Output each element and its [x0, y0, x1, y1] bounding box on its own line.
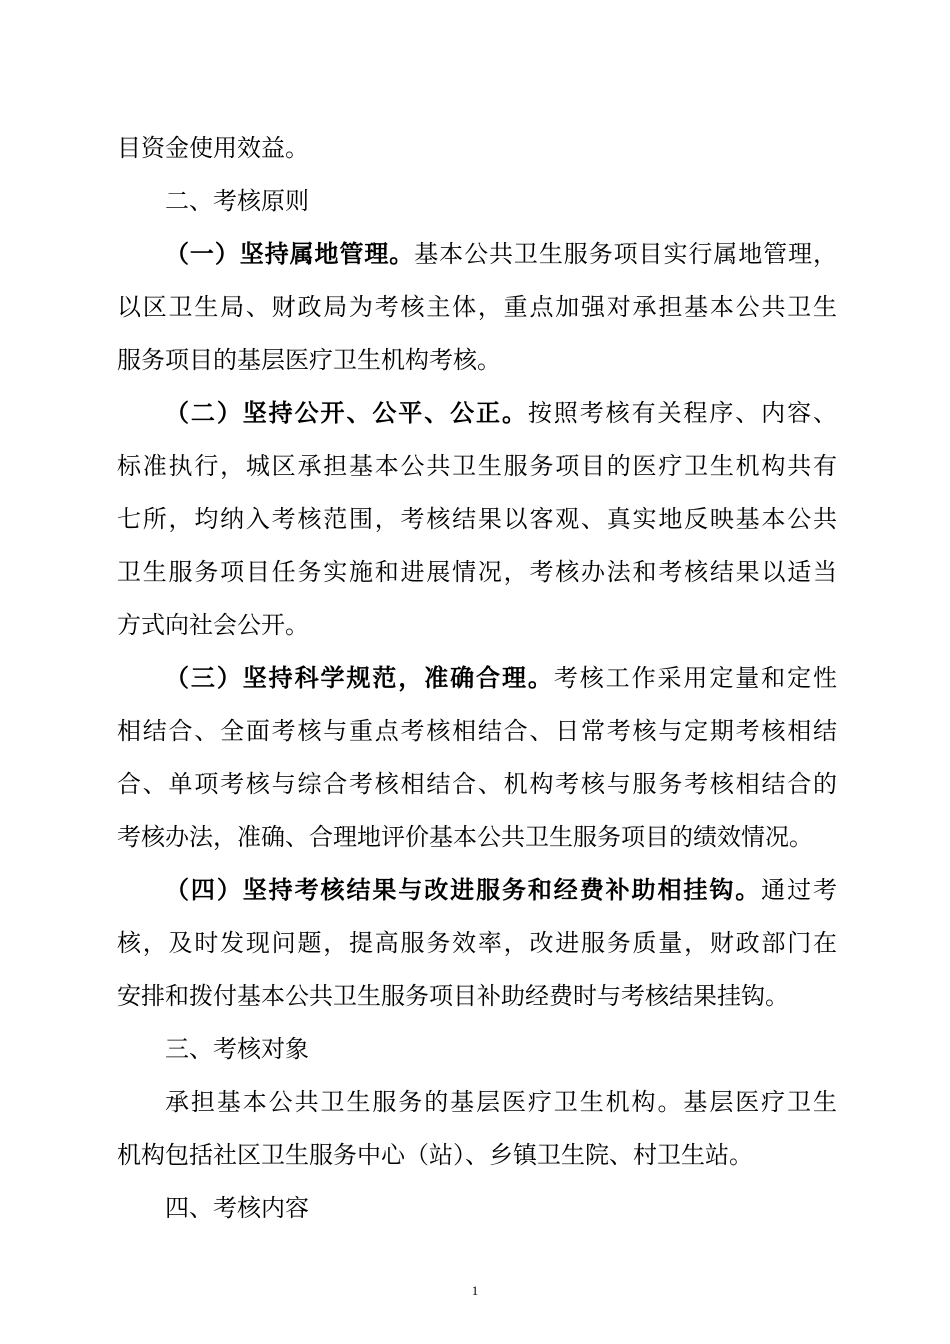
- text-run: 基本公共卫生服务项目实行属地管理，: [414, 240, 838, 268]
- bold-lead: （三）坚持科学规范，准确合理。: [165, 664, 554, 692]
- paragraph-line: 卫生服务项目任务实施和进展情况，考核办法和考核结果以适当: [117, 558, 837, 586]
- paragraph-line: 机构包括社区卫生服务中心（站）、乡镇卫生院、村卫生站。: [117, 1141, 753, 1169]
- paragraph-line: 七所，均纳入考核范围，考核结果以客观、真实地反映基本公共: [117, 505, 837, 533]
- section-heading: 三、考核对象: [165, 1035, 309, 1063]
- paragraph-line: [165, 661, 837, 695]
- text-run: 考核工作采用定量和定性: [553, 664, 838, 692]
- paragraph-line: [165, 873, 837, 907]
- paragraph-line: 承担基本公共卫生服务的基层医疗卫生机构。基层医疗卫生: [165, 1088, 837, 1116]
- paragraph-line: 合、单项考核与综合考核相结合、机构考核与服务考核相结合的: [117, 770, 837, 798]
- paragraph-line: 以区卫生局、财政局为考核主体，重点加强对承担基本公共卫生: [117, 293, 837, 321]
- paragraph-line: 服务项目的基层医疗卫生机构考核。: [117, 346, 501, 374]
- paragraph-line: 安排和拨付基本公共卫生服务项目补助经费时与考核结果挂钩。: [117, 982, 789, 1010]
- bold-lead: （四）坚持考核结果与改进服务和经费补助相挂钩。: [165, 876, 762, 904]
- page-number: 1: [471, 1283, 479, 1298]
- section-heading: 二、考核原则: [165, 187, 309, 215]
- text-run: 通过考: [761, 876, 838, 904]
- text-line: 目资金使用效益。: [117, 134, 309, 162]
- paragraph-line: 核，及时发现问题，提高服务效率，改进服务质量，财政部门在: [117, 929, 837, 957]
- paragraph-line: [165, 237, 837, 271]
- paragraph-line: 考核办法，准确、合理地评价基本公共卫生服务项目的绩效情况。: [117, 823, 813, 851]
- section-heading: 四、考核内容: [165, 1194, 309, 1222]
- paragraph-line: [165, 396, 837, 430]
- paragraph-line: 相结合、全面考核与重点考核相结合、日常考核与定期考核相结: [117, 717, 837, 745]
- text-run: 按照考核有关程序、内容、: [527, 399, 838, 427]
- paragraph-line: 方式向社会公开。: [117, 611, 309, 639]
- bold-lead: （二）坚持公开、公平、公正。: [165, 399, 528, 427]
- bold-lead: （一）坚持属地管理。: [165, 240, 415, 268]
- paragraph-line: 标准执行，城区承担基本公共卫生服务项目的医疗卫生机构共有: [117, 452, 837, 480]
